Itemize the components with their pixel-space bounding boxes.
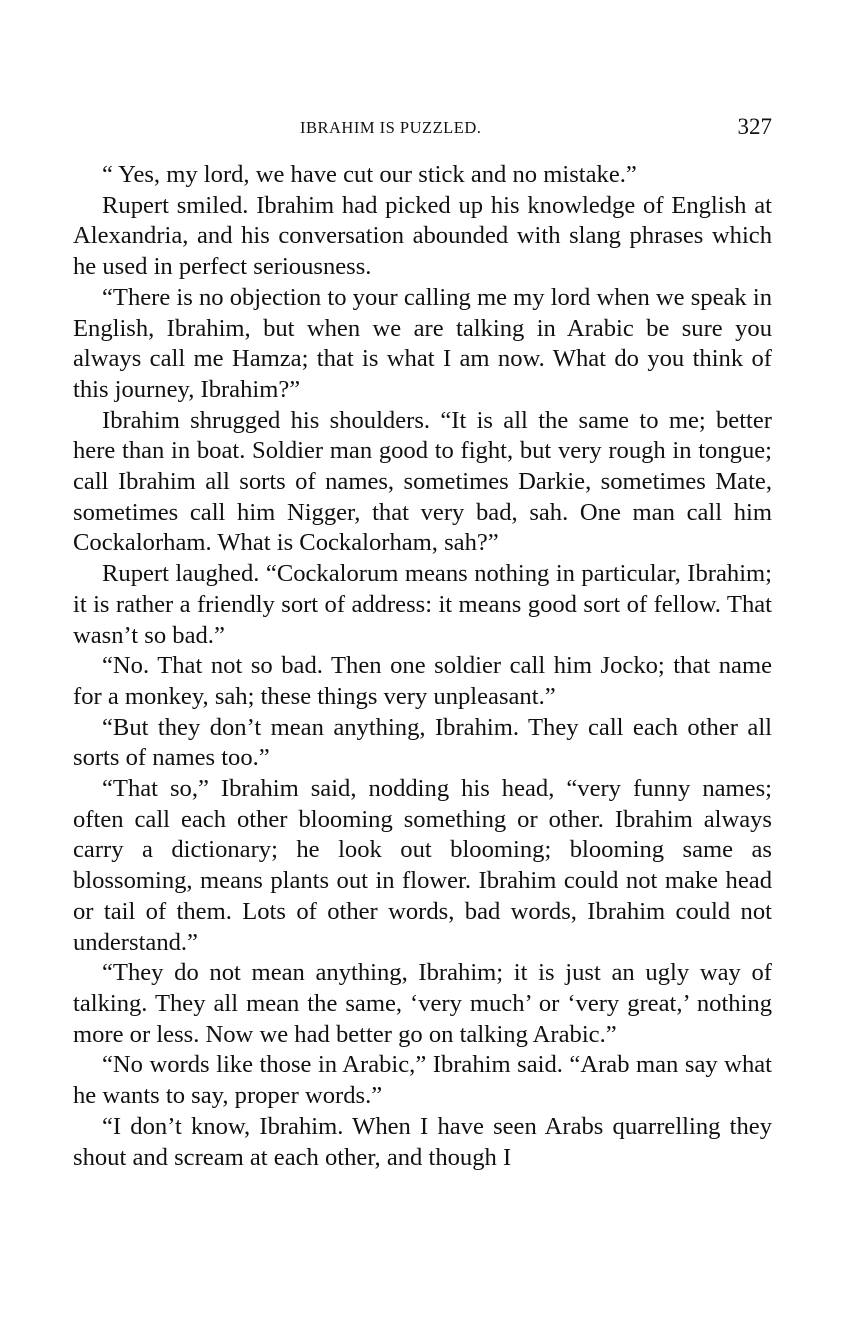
body-text: [73, 160, 772, 1173]
paragraph: “I don’t know, Ibrahim. When I have seen Arabs quarrelling they shout and scream at each other, and though I: [73, 1112, 772, 1171]
page-number: 327: [737, 114, 772, 139]
paragraph: “ Yes, my lord, we have cut our stick and no mistake.”: [102, 161, 637, 188]
paragraph: Rupert smiled. Ibrahim had picked up his knowledge of English at Alexandria, and his conversation abounded with slang phrases which he used in perfect seriousness.: [73, 191, 772, 281]
paragraph: “That so,” Ibrahim said, nodding his head, “very funny names; often call each other blooming something or other. Ibrahim always carry a dictionary; he look out blooming; blooming same as blossoming, means plants out in flower. Ibrahim could not make head or tail of them. Lots of other words, bad words, Ibrahim could not understand.”: [73, 775, 772, 956]
paragraph: “But they don’t mean anything, Ibrahim. They call each other all sorts of names too.”: [73, 713, 772, 772]
paragraph: Ibrahim shrugged his shoulders. “It is all the same to me; better here than in boat. Soldier man good to fight, but very rough in tongue; call Ibrahim all sorts of names, sometimes Darkie, sometimes Mate, sometimes call him Nigger, that very bad, sah. One man call him Cockalorham. What is Cockalorham, sah?”: [73, 406, 772, 557]
paragraph: “No words like those in Arabic,” Ibrahim said. “Arab man say what he wants to say, proper words.”: [73, 1051, 772, 1110]
paragraph: Rupert laughed. “Cockalorum means nothing in particular, Ibrahim; it is rather a friendly sort of address: it means good sort of fellow. That wasn’t so bad.”: [73, 560, 772, 649]
running-header: [73, 114, 772, 142]
paragraph: “They do not mean anything, Ibrahim; it is just an ugly way of talking. They all mean the same, ‘very much’ or ‘very great,’ nothing more or less. Now we had better go on talking Arabic.”: [73, 959, 772, 1048]
paragraph: “No. That not so bad. Then one soldier call him Jocko; that name for a monkey, sah; these things very unpleasant.”: [73, 652, 772, 710]
paragraph: “There is no objection to your calling me my lord when we speak in English, Ibrahim, but when we are talking in Arabic be sure you always call me Hamza; that is what I am now. What do you think of this journey, Ibrahim?”: [73, 283, 772, 403]
running-title: IBRAHIM IS PUZZLED.: [300, 118, 482, 137]
